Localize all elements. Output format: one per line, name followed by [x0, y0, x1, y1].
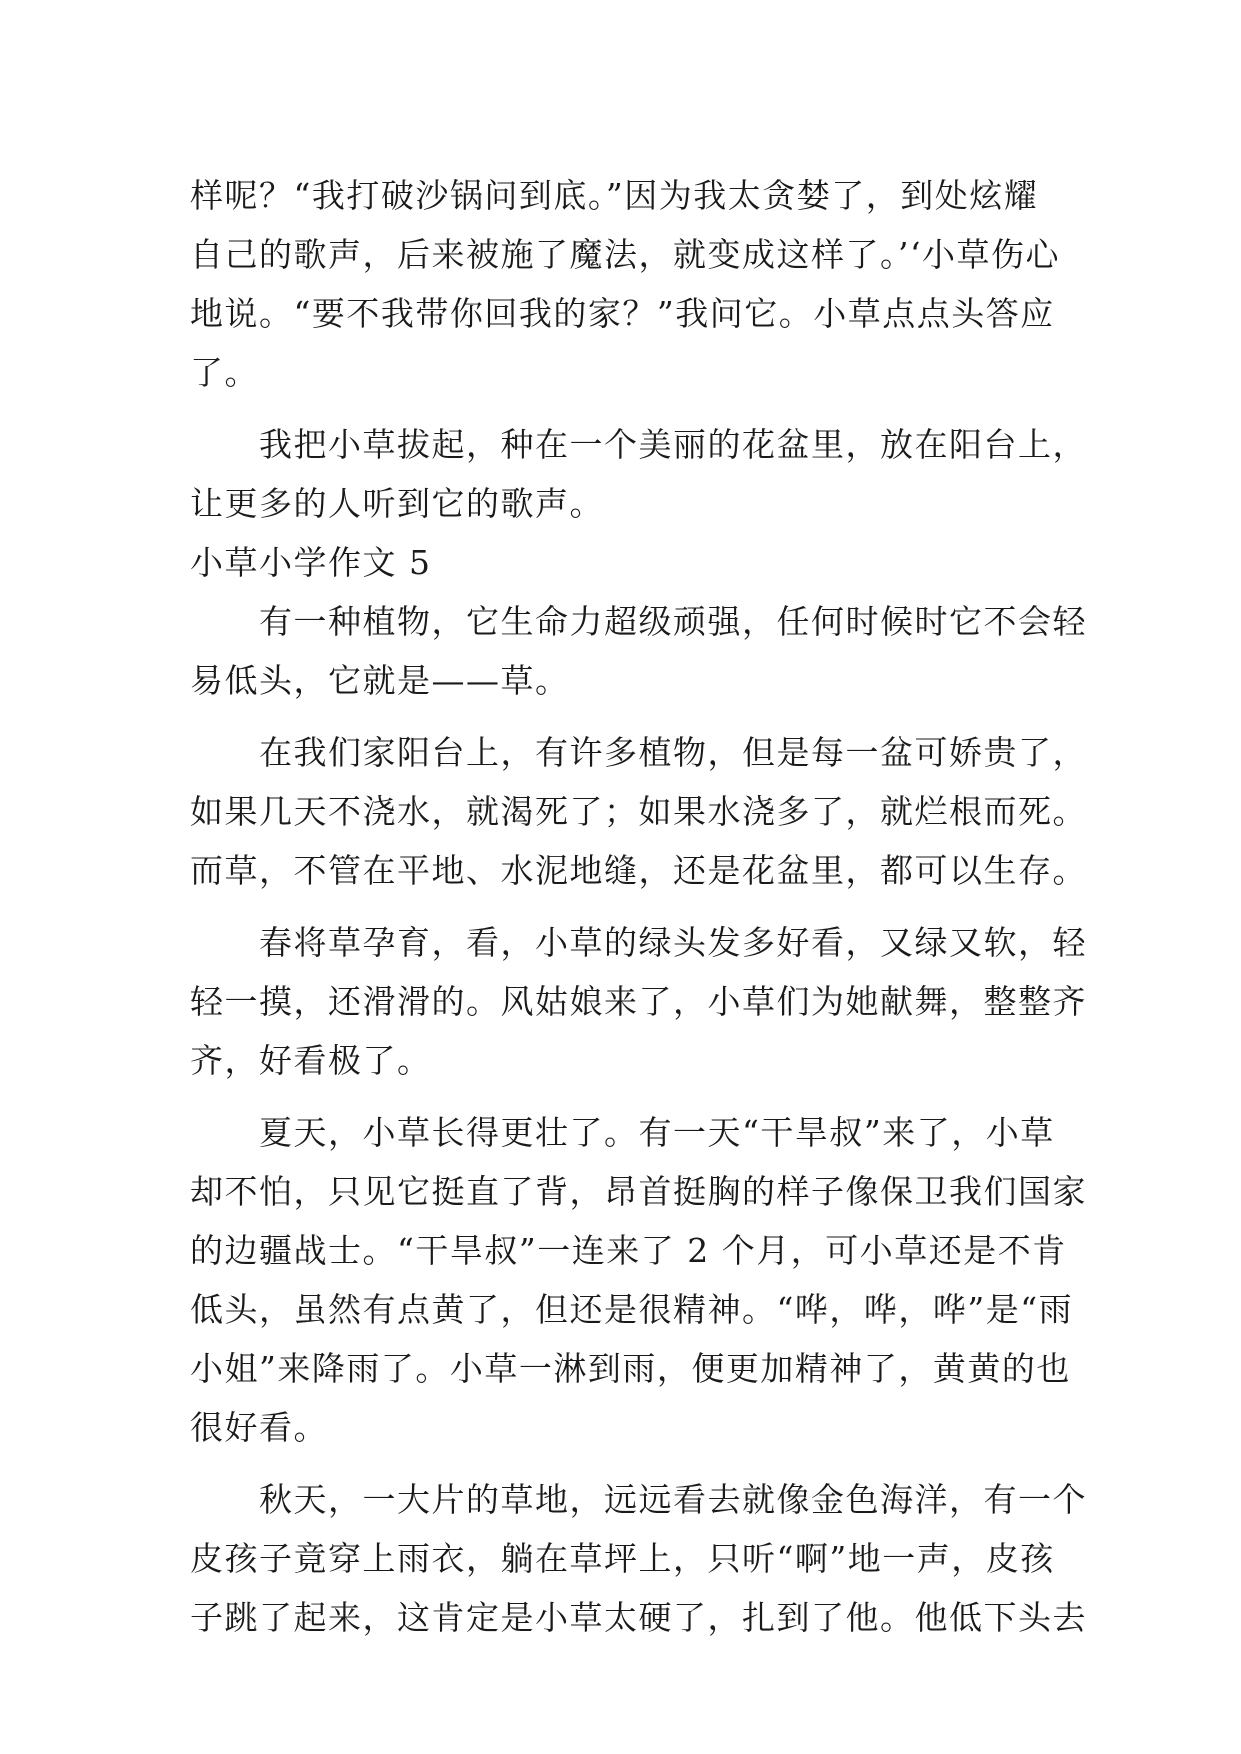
text-line: 夏天，小草长得更壮了。有一天“干旱叔”来了，小草 — [190, 1113, 1055, 1152]
paragraph — [190, 592, 1087, 710]
text-line: 自己的歌声，后来被施了魔法，就变成这样了。’‘小草伤心 — [190, 235, 1060, 274]
paragraph — [190, 913, 1087, 1090]
paragraph — [190, 723, 1087, 900]
text-line: 皮孩子竟穿上雨衣，躺在草坪上，只听“啊”地一声，皮孩 — [190, 1539, 1055, 1578]
text-line: 春将草孕育，看，小草的绿头发多好看，又绿又软，轻 — [190, 923, 1087, 962]
text-line: 如果几天不浇水，就渴死了；如果水浇多了，就烂根而死。 — [190, 792, 1087, 831]
text-line: 我把小草拔起，种在一个美丽的花盆里，放在阳台上， — [190, 425, 1087, 464]
text-line: 子跳了起来，这肯定是小草太硬了，扎到了他。他低下头去 — [190, 1598, 1087, 1637]
text-line: 齐，好看极了。 — [190, 1041, 432, 1080]
paragraph — [190, 415, 1087, 533]
paragraph — [190, 1103, 1087, 1457]
text-line: 秋天，一大片的草地，远远看去就像金色海洋，有一个 — [190, 1480, 1087, 1519]
section-title: 小草小学作文 5 — [190, 543, 432, 582]
text-line: 的边疆战士。“干旱叔”一连来了 2 个月，可小草还是不肯 — [190, 1231, 1067, 1270]
text-line: 而草，不管在平地、水泥地缝，还是花盆里，都可以生存。 — [190, 851, 1087, 890]
text-line: 易低头，它就是——草。 — [190, 661, 570, 700]
document-body — [190, 166, 1087, 1647]
text-line: 却不怕，只见它挺直了背，昂首挺胸的样子像保卫我们国家 — [190, 1172, 1087, 1211]
text-line: 轻一摸，还滑滑的。风姑娘来了，小草们为她献舞，整整齐 — [190, 982, 1087, 1021]
text-line: 样呢？“我打破沙锅问到底。”因为我太贪婪了，到处炫耀 — [190, 176, 1039, 215]
text-line: 很好看。 — [190, 1408, 328, 1447]
text-line: 在我们家阳台上，有许多植物，但是每一盆可娇贵了， — [190, 733, 1087, 772]
paragraph — [190, 166, 1060, 402]
text-line: 了。 — [190, 353, 259, 392]
text-line: 让更多的人听到它的歌声。 — [190, 484, 604, 523]
text-line: 地说。“要不我带你回我的家？”我问它。小草点点头答应 — [190, 294, 1055, 333]
text-line: 小姐”来降雨了。小草一淋到雨，便更加精神了，黄黄的也 — [190, 1349, 1071, 1388]
paragraph — [190, 1470, 1087, 1647]
text-line: 有一种植物，它生命力超级顽强，任何时候时它不会轻 — [190, 602, 1087, 641]
text-line: 低头，虽然有点黄了，但还是很精神。“哗，哗，哗”是“雨 — [190, 1290, 1074, 1329]
